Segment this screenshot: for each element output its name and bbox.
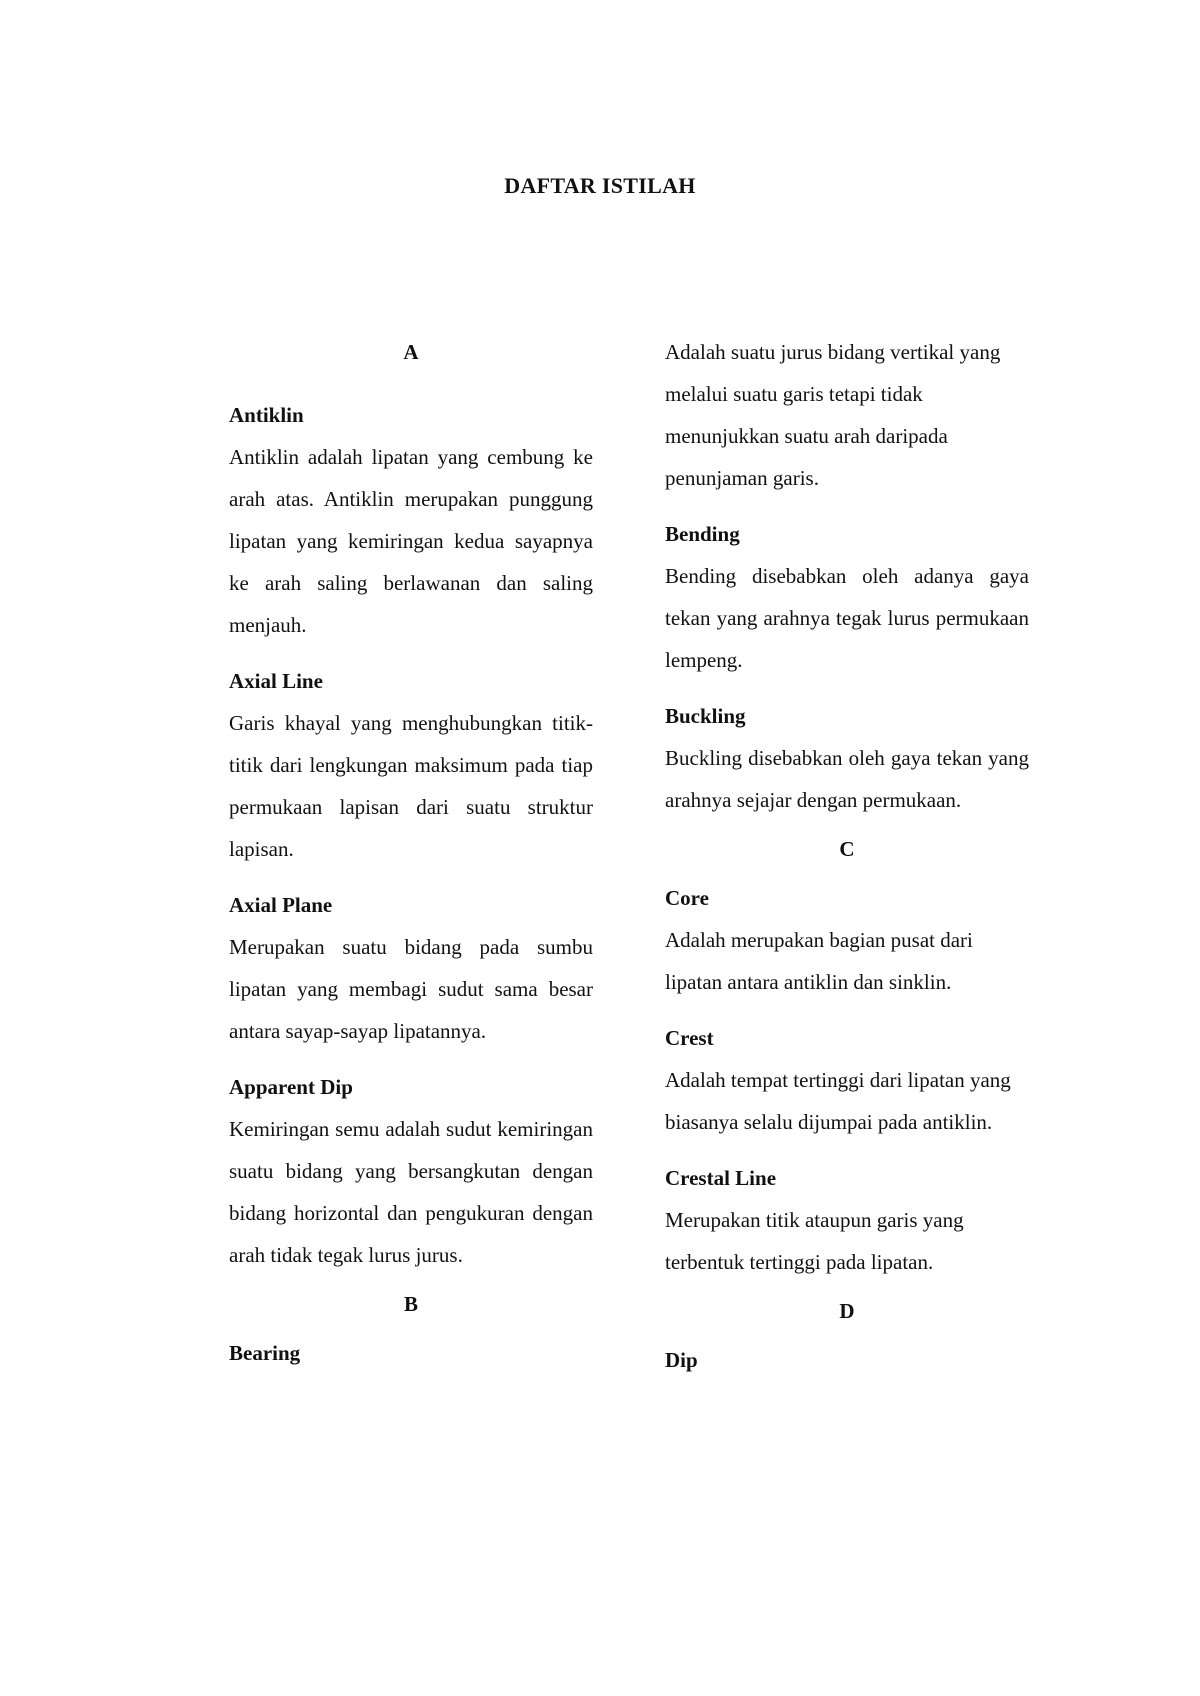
entry-core — [665, 877, 1029, 1003]
entry-bearing-continued — [665, 331, 1029, 499]
definition-antiklin: Antiklin adalah lipatan yang cembung ke arah atas. Antiklin merupakan punggung lipatan yang kemiringan kedua sayapnya ke arah saling berlawanan dan saling menjauh. — [229, 445, 593, 637]
term-apparent-dip: Apparent Dip — [229, 1075, 353, 1099]
definition-apparent-dip: Kemiringan semu adalah sudut kemiringan suatu bidang yang bersangkutan dengan bidang horizontal dan pengukuran dengan arah tidak tegak lurus jurus. — [229, 1117, 593, 1267]
entry-crestal-line — [665, 1157, 1029, 1283]
term-axial-plane: Axial Plane — [229, 893, 333, 917]
definition-buckling: Buckling disebabkan oleh gaya tekan yang arahnya sejajar dengan permukaan. — [665, 746, 1029, 812]
term-bending: Bending — [665, 522, 740, 546]
entry-bending — [665, 513, 1029, 681]
entry-dip — [665, 1339, 1029, 1381]
term-core: Core — [665, 886, 709, 910]
page-title: DAFTAR ISTILAH — [504, 173, 696, 198]
term-dip: Dip — [665, 1348, 698, 1372]
definition-crestal-line: Merupakan titik ataupun garis yang terbentuk tertinggi pada lipatan. — [665, 1208, 964, 1274]
entry-crest — [665, 1017, 1029, 1143]
entry-buckling — [665, 695, 1029, 821]
section-letter-c: C — [839, 837, 855, 861]
entry-bearing — [229, 1332, 593, 1374]
definition-crest: Adalah tempat tertinggi dari lipatan yang biasanya selalu dijumpai pada antiklin. — [665, 1068, 1011, 1134]
left-column — [229, 338, 593, 1388]
definition-axial-plane: Merupakan suatu bidang pada sumbu lipatan yang membagi sudut sama besar antara sayap-sayap lipatannya. — [229, 935, 593, 1043]
term-antiklin: Antiklin — [229, 403, 304, 427]
term-axial-line: Axial Line — [229, 669, 323, 693]
entry-apparent-dip — [229, 1066, 593, 1276]
definition-axial-line: Garis khayal yang menghubungkan titik-titik dari lengkungan maksimum pada tiap permukaan lapisan dari suatu struktur lapisan. — [229, 711, 593, 861]
term-bearing: Bearing — [229, 1341, 301, 1365]
term-crest: Crest — [665, 1026, 714, 1050]
right-column — [665, 338, 1029, 1395]
definition-core: Adalah merupakan bagian pusat dari lipatan antara antiklin dan sinklin. — [665, 928, 973, 994]
entry-antiklin — [229, 394, 593, 646]
entry-axial-plane — [229, 884, 593, 1052]
definition-bearing: Adalah suatu jurus bidang vertikal yang melalui suatu garis tetapi tidak menunjukkan suatu arah daripada penunjaman garis. — [665, 340, 1001, 490]
definition-bending: Bending disebabkan oleh adanya gaya tekan yang arahnya tegak lurus permukaan lempeng. — [665, 564, 1029, 672]
section-letter-d: D — [839, 1299, 855, 1323]
section-letter-b: B — [403, 1292, 418, 1316]
term-buckling: Buckling — [665, 704, 746, 728]
term-crestal-line: Crestal Line — [665, 1166, 777, 1190]
section-letter-a: A — [403, 340, 419, 364]
entry-axial-line — [229, 660, 593, 870]
